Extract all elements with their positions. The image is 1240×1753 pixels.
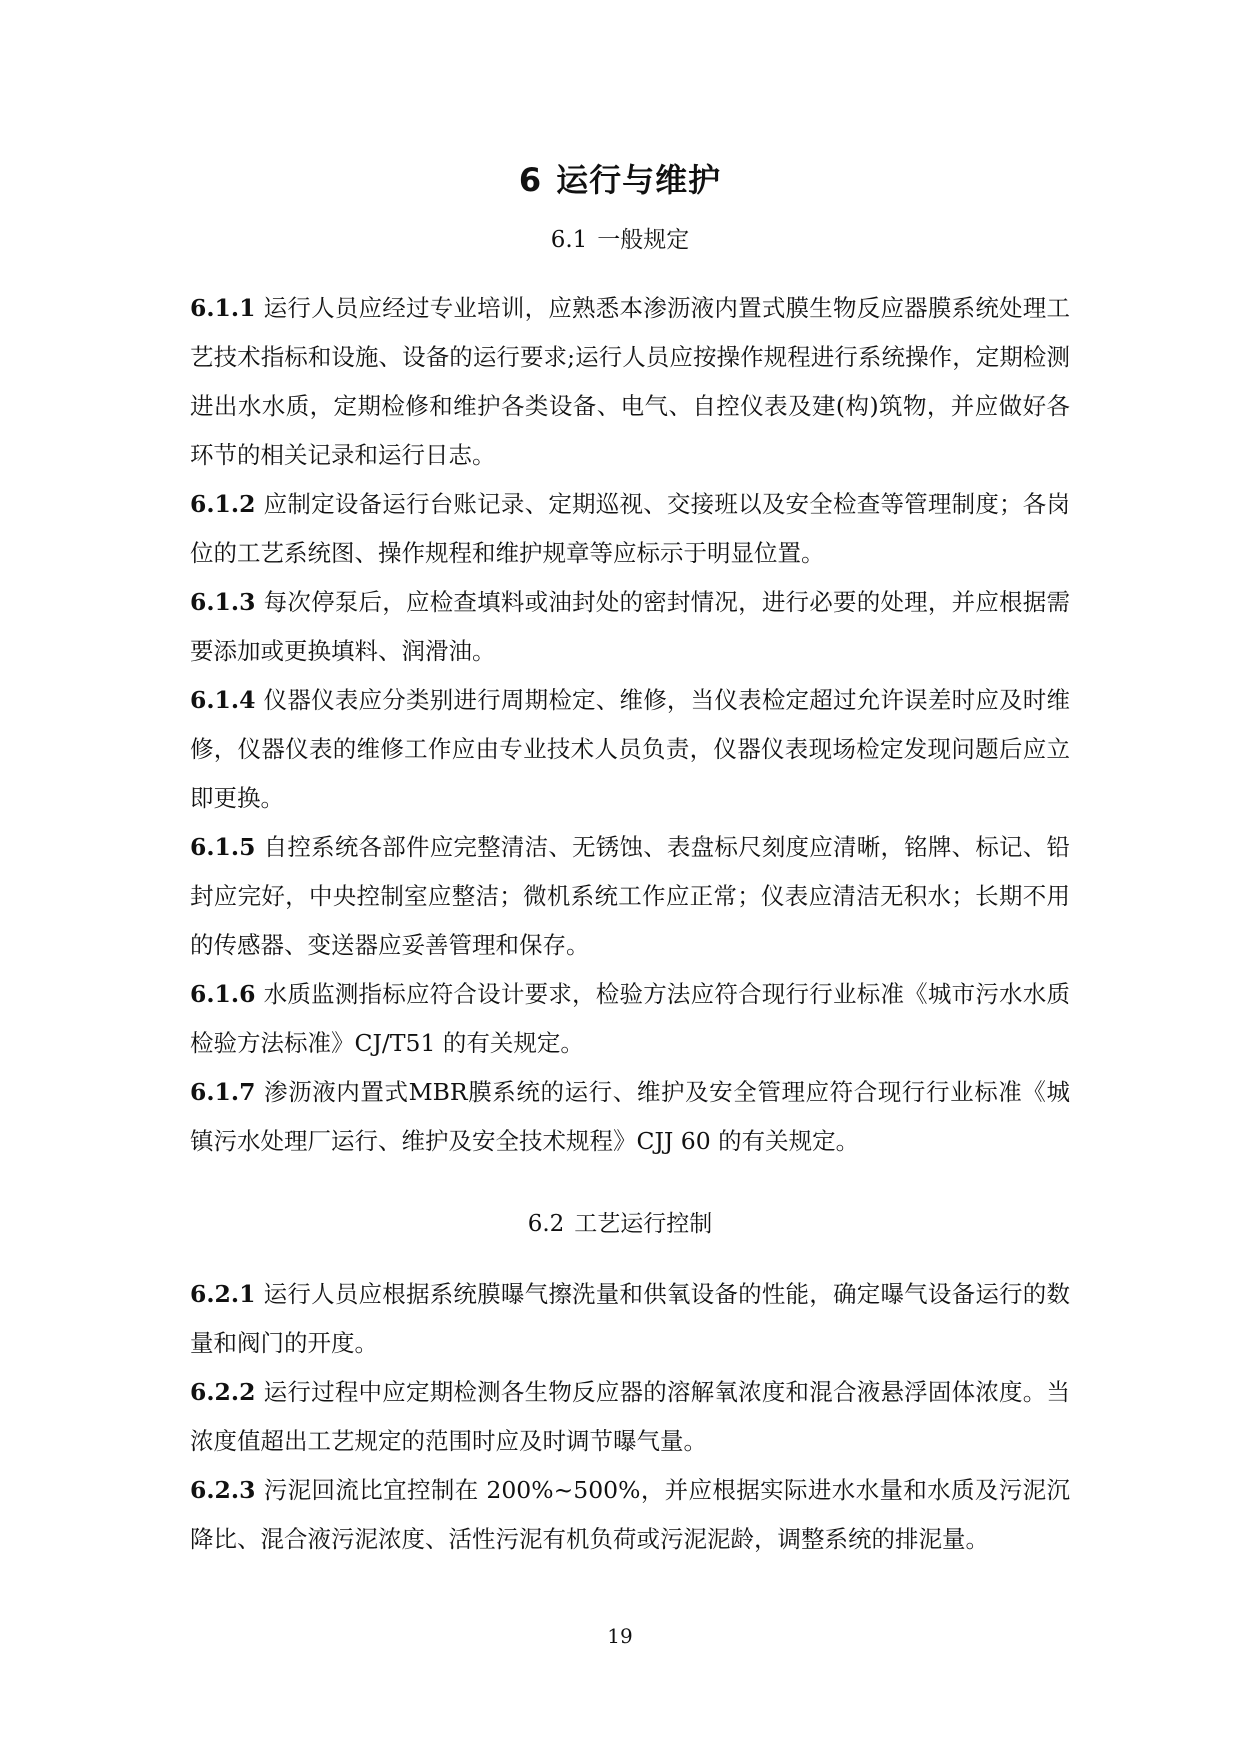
clause-text: 自控系统各部件应完整清洁、无锈蚀、表盘标尺刻度应清晰，铭牌、标记、铅封应完好，中央控制室应整洁；微机系统工作应正常；仪表应清洁无积水；长期不用的传感器、变送器应妥善管理和保存。 [190,833,1070,959]
clause-text: 渗沥液内置式MBR膜系统的运行、维护及安全管理应符合现行行业标准《城镇污水处理厂运行、维护及安全技术规程》CJJ 60 的有关规定。 [190,1078,1070,1155]
clause-6-1-2 [190,480,1070,578]
clause-6-2-2 [190,1368,1070,1466]
section-title-text: 一般规定 [597,227,690,253]
clause-6-1-1 [190,284,1070,480]
clause-6-2-1 [190,1270,1070,1368]
clause-number: 6.1.7 [190,1078,256,1106]
clause-number: 6.1.1 [190,294,256,322]
section-title-text: 工艺运行控制 [574,1211,713,1237]
chapter-title-text: 运行与维护 [556,161,722,199]
clause-text: 运行人员应经过专业培训，应熟悉本渗沥液内置式膜生物反应器膜系统处理工艺技术指标和设施、设备的运行要求;运行人员应按操作规程进行系统操作，定期检测进出水水质，定期检修和维护各类设备、电气、自控仪表及建(构)筑物，并应做好各环节的相关记录和运行日志。 [190,294,1070,469]
clause-6-2-3 [190,1466,1070,1564]
page-number: 19 [607,1624,633,1648]
clause-6-1-4 [190,676,1070,823]
clause-6-1-7 [190,1068,1070,1166]
clause-number: 6.1.2 [190,490,256,518]
section-6-2-clauses [190,1270,1070,1564]
clause-6-1-6 [190,970,1070,1068]
clause-number: 6.2.1 [190,1280,256,1308]
clause-text: 污泥回流比宜控制在 200%~500%，并应根据实际进水水量和水质及污泥沉降比、混合液污泥浓度、活性污泥有机负荷或污泥泥龄，调整系统的排泥量。 [190,1476,1070,1553]
clause-text: 应制定设备运行台账记录、定期巡视、交接班以及安全检查等管理制度；各岗位的工艺系统图、操作规程和维护规章等应标示于明显位置。 [190,490,1070,567]
section-title-6-1 [0,224,1240,256]
clause-text: 运行过程中应定期检测各生物反应器的溶解氧浓度和混合液悬浮固体浓度。当浓度值超出工艺规定的范围时应及时调节曝气量。 [190,1378,1070,1455]
chapter-number: 6 [518,161,543,199]
section-number: 6.1 [550,227,588,253]
clause-number: 6.1.3 [190,588,256,616]
clause-6-1-3 [190,578,1070,676]
chapter-title [0,158,1240,202]
clause-number: 6.1.5 [190,833,256,861]
clause-text: 水质监测指标应符合设计要求，检验方法应符合现行行业标准《城市污水水质检验方法标准》CJ/T51 的有关规定。 [190,980,1070,1057]
section-title-6-2 [0,1208,1240,1240]
clause-number: 6.2.3 [190,1476,256,1504]
clause-number: 6.1.4 [190,686,256,714]
clause-text: 仪器仪表应分类别进行周期检定、维修，当仪表检定超过允许误差时应及时维修，仪器仪表的维修工作应由专业技术人员负责，仪器仪表现场检定发现问题后应立即更换。 [190,686,1070,812]
clause-text: 运行人员应根据系统膜曝气擦洗量和供氧设备的性能，确定曝气设备运行的数量和阀门的开度。 [190,1280,1070,1357]
clause-6-1-5 [190,823,1070,970]
clause-number: 6.1.6 [190,980,256,1008]
section-6-1-clauses [190,284,1070,1166]
section-number: 6.2 [527,1211,565,1237]
clause-text: 每次停泵后，应检查填料或油封处的密封情况，进行必要的处理，并应根据需要添加或更换填料、润滑油。 [190,588,1070,665]
clause-number: 6.2.2 [190,1378,256,1406]
